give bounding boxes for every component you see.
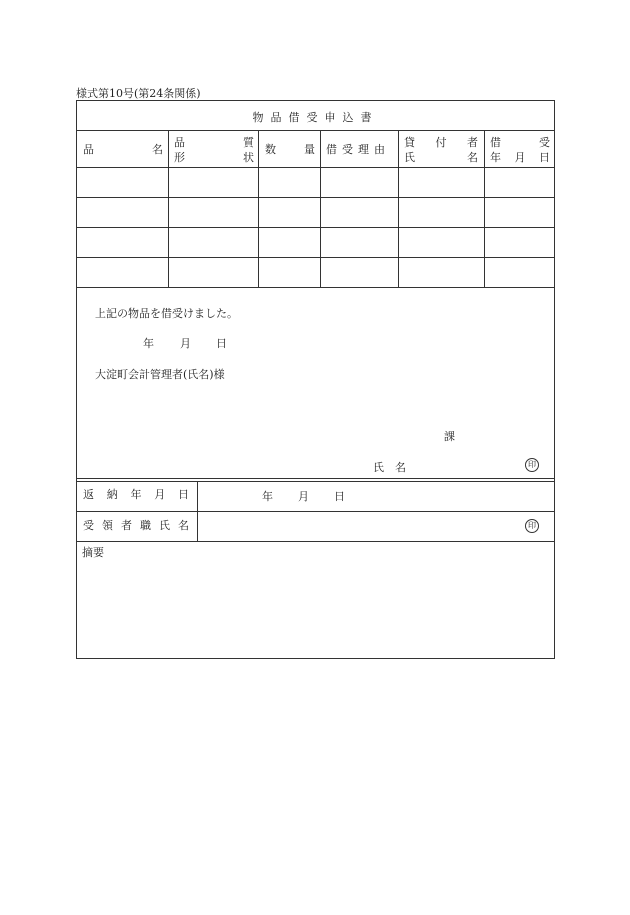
form-number-label: 様式第10号(第24条関係): [76, 87, 201, 100]
section-label: 課: [444, 430, 455, 443]
title-divider: [77, 130, 554, 131]
remarks-label: 摘要: [82, 546, 104, 559]
table-bottom-divider: [77, 287, 554, 288]
seal-mark: 印: [525, 458, 539, 472]
header-shape: 形 状: [174, 151, 254, 164]
name-label: 氏 名: [373, 461, 406, 474]
col-divider-2: [258, 130, 259, 287]
item-name-cell[interactable]: [78, 228, 167, 256]
col-divider-4: [398, 130, 399, 287]
receiver-name-field[interactable]: [199, 513, 519, 539]
header-reason: 借受理由: [326, 143, 390, 156]
return-date-label: 返 納 年 月 日: [83, 488, 189, 501]
header-item-name: 品 名: [83, 143, 163, 156]
statement-text: 上記の物品を借受けました。: [95, 307, 238, 320]
remarks-field[interactable]: [78, 559, 553, 657]
header-lender: 貸 付 者: [404, 136, 478, 149]
col-divider-5: [484, 130, 485, 287]
double-line-top: [77, 478, 554, 479]
item-name-cell[interactable]: [78, 198, 167, 226]
col-divider-3: [320, 130, 321, 287]
application-form: 物品借受申込書 品 名 品 質 形 状 数 量 借受理由 貸 付 者 氏 名 借 受 年 月 日 上記の物品を借受けました。 年 月 日 大淀町会計管理者(氏名)様 課 氏 名 印 返 納 年 月 日 年 月 日 受 領 者 職 氏 名 印 摘要: [76, 100, 555, 659]
item-name-cell[interactable]: [78, 258, 167, 286]
row-divider: [77, 541, 554, 542]
seal-mark: 印: [525, 519, 539, 533]
receiver-label: 受 領 者 職 氏 名: [83, 519, 189, 532]
header-borrow: 借 受: [490, 136, 550, 149]
col-divider-1: [168, 130, 169, 287]
double-line-bottom: [77, 481, 554, 482]
header-lender-name: 氏 名: [404, 151, 478, 164]
row-divider: [77, 511, 554, 512]
header-quantity: 数 量: [265, 143, 315, 156]
addressee: 大淀町会計管理者(氏名)様: [95, 368, 225, 381]
item-name-cell[interactable]: [78, 168, 167, 196]
form-title: 物品借受申込書: [252, 111, 379, 124]
header-quality: 品 質: [174, 136, 254, 149]
header-borrow-date: 年 月 日: [490, 151, 550, 164]
